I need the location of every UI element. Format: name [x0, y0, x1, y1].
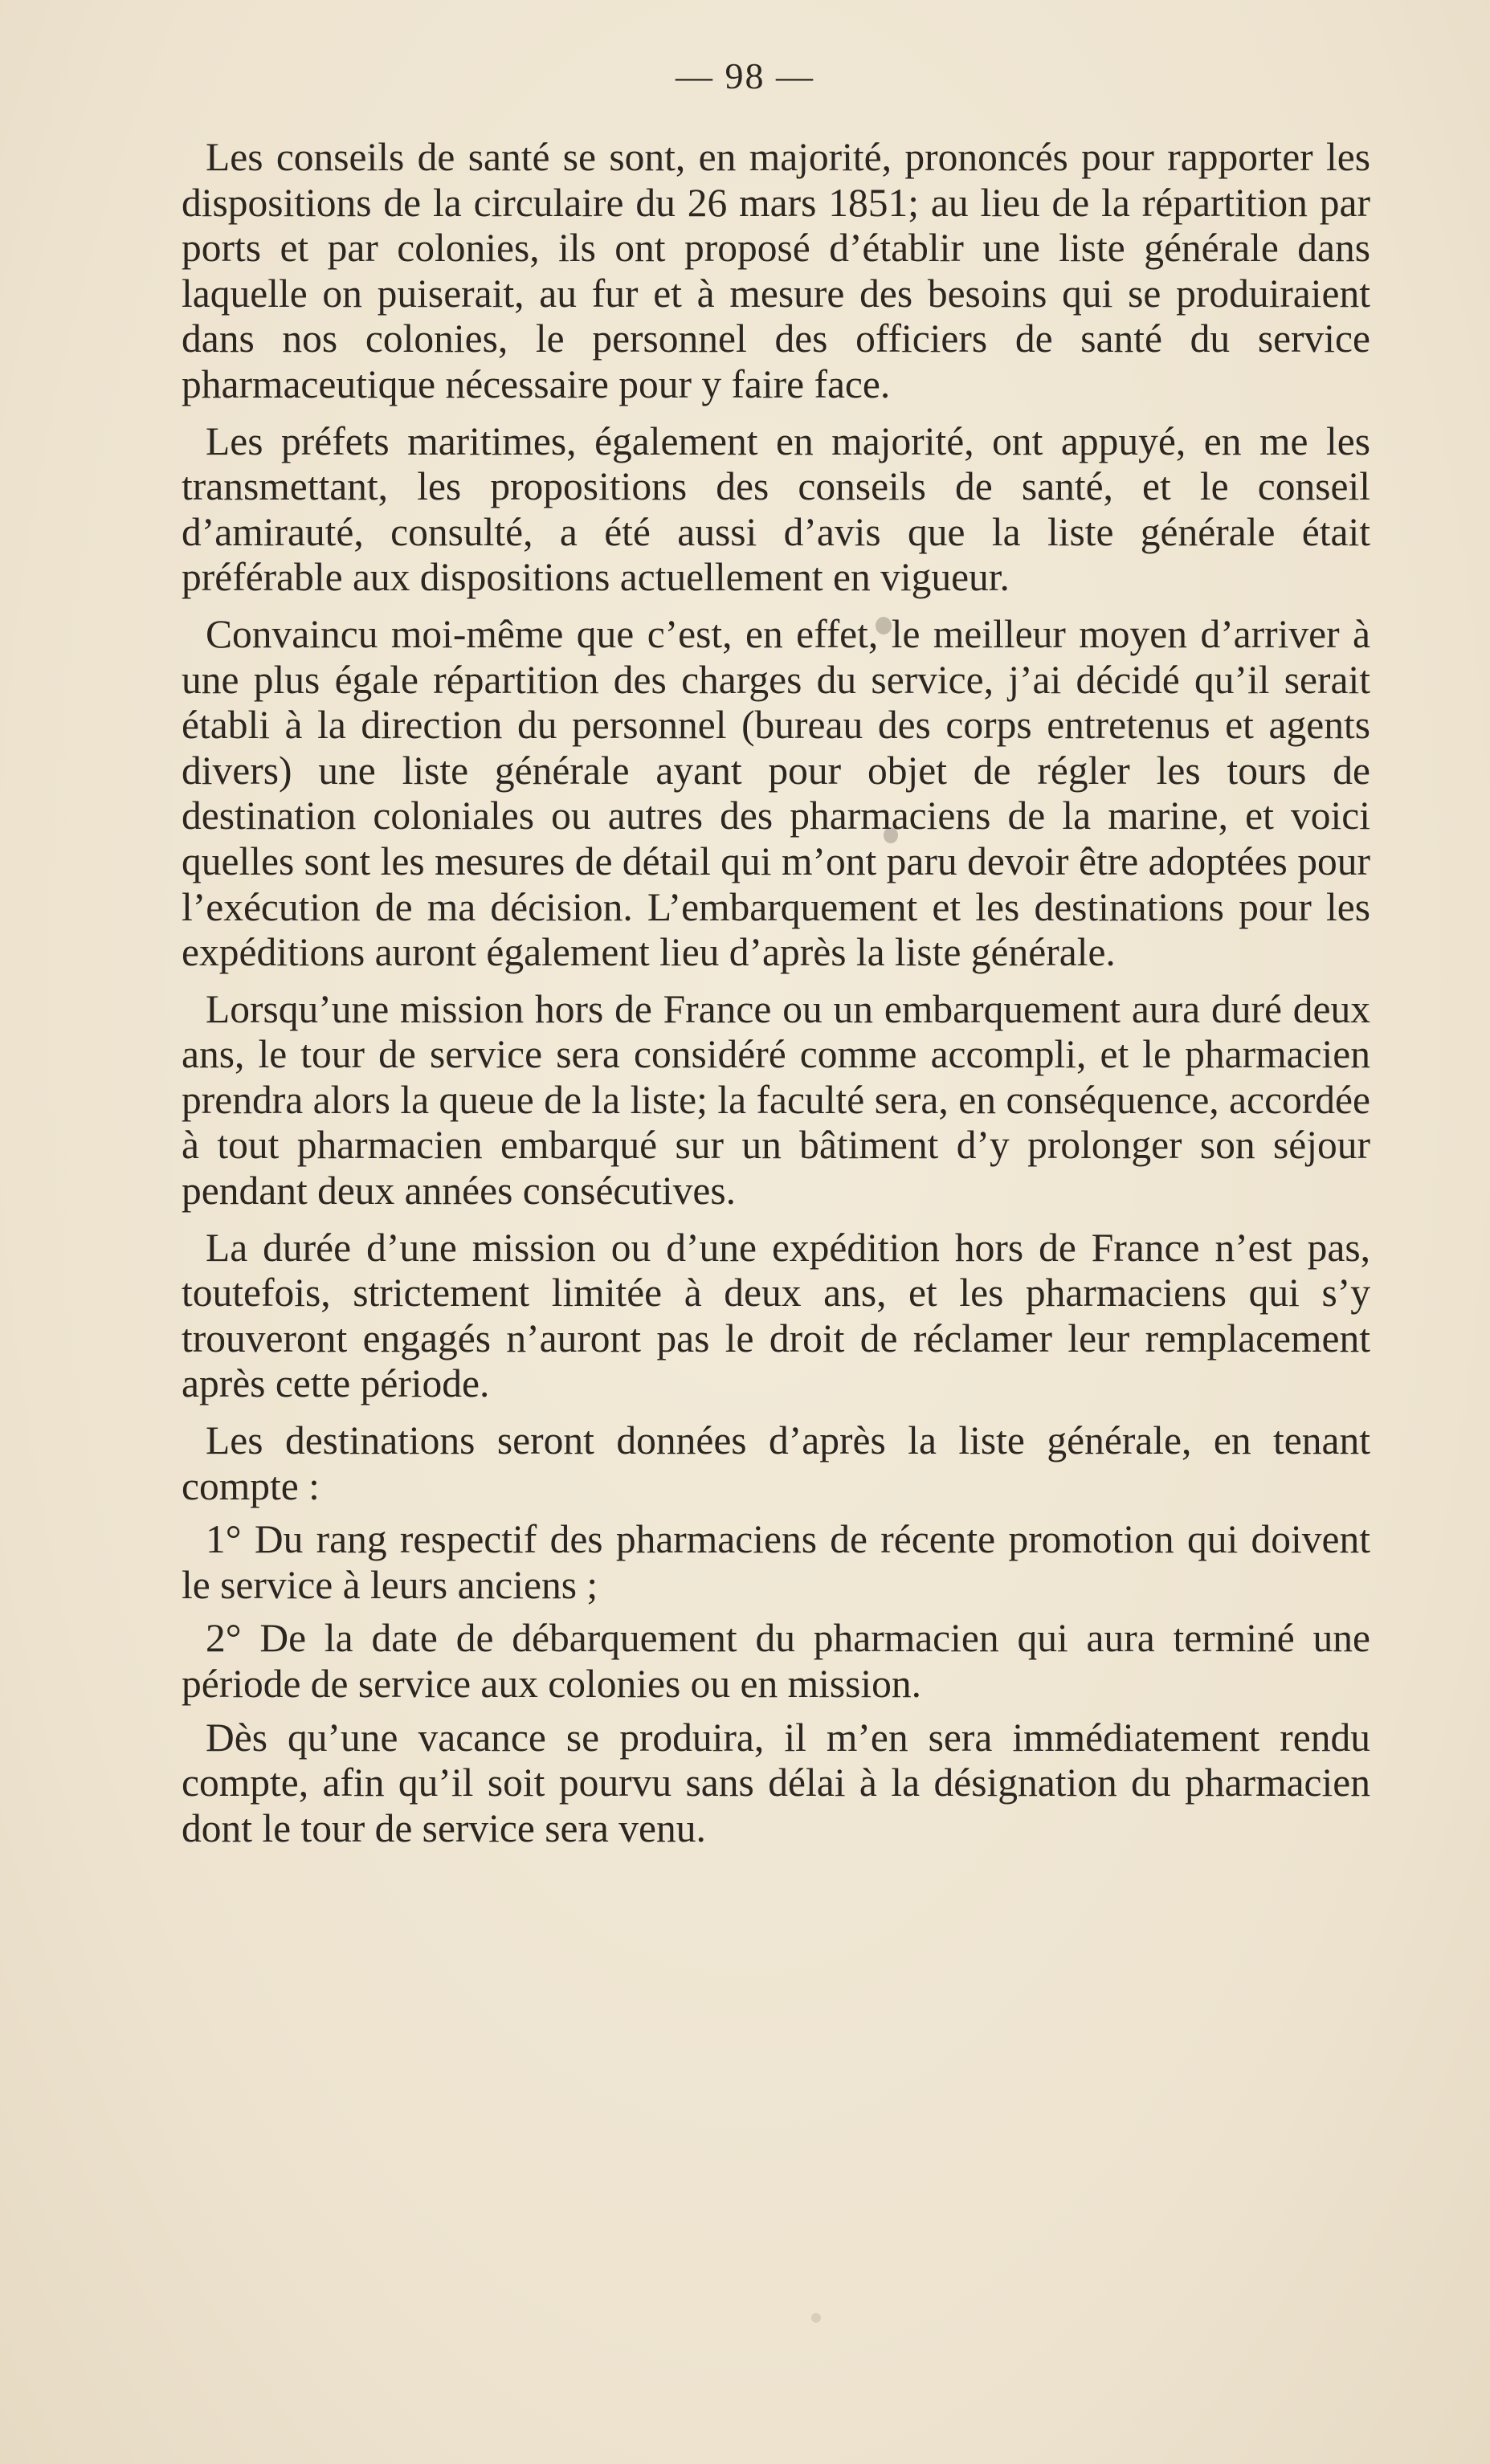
ink-smudge — [884, 827, 898, 843]
paragraph-2: Les préfets maritimes, également en majorité, ont appuyé, en me les transmettant, les propositions des conseils de santé, et le conseil d’amirauté, consulté, a été aussi d’avis que la liste générale était préférable aux dispositions actuellement en vigueur. — [182, 418, 1370, 600]
ink-smudge — [876, 617, 892, 634]
body-text — [182, 135, 1370, 1862]
paragraph-4: Lorsqu’une mission hors de France ou un embarquement aura duré deux ans, le tour de service sera considéré comme accompli, et le pharmacien prendra alors la queue de la liste; la faculté sera, en conséquence, accordée à tout pharmacien embarqué sur un bâtiment d’y prolonger son séjour pendant deux années consécutives. — [182, 986, 1370, 1214]
paragraph-6: Les destinations seront données d’après la liste générale, en tenant compte : — [182, 1418, 1370, 1508]
paragraph-8: 2° De la date de débarquement du pharmacien qui aura terminé une période de service aux colonies ou en mission. — [182, 1616, 1370, 1706]
paragraph-1: Les conseils de santé se sont, en majorité, prononcés pour rapporter les dispositions de la circulaire du 26 mars 1851; au lieu de la répartition par ports et par colonies, ils ont proposé d’établir une liste générale dans laquelle on puiserait, au fur et à mesure des besoins qui se produiraient dans nos colonies, le personnel des officiers de santé du service pharmaceutique nécessaire pour y faire face. — [182, 135, 1370, 406]
page-number: — 98 — — [676, 55, 814, 96]
paragraph-5: La durée d’une mission ou d’une expédition hors de France n’est pas, toutefois, strictement limitée à deux ans, et les pharmaciens qui s’y trouveront engagés n’auront pas le droit de réclamer leur remplacement après cette période. — [182, 1225, 1370, 1406]
paragraph-9: Dès qu’une vacance se produira, il m’en sera immédiatement rendu compte, afin qu’il soit pourvu sans délai à la désignation du pharmacien dont le tour de service sera venu. — [182, 1715, 1370, 1850]
paragraph-3: Convaincu moi-même que c’est, en effet, le meilleur moyen d’arriver à une plus égale répartition des charges du service, j’ai décidé qu’il serait établi à la direction du personnel (bureau des corps entretenus et agents divers) une liste générale ayant pour objet de régler les tours de destination coloniales ou autres des pharmaciens de la marine, et voici quelles sont les mesures de détail qui m’ont paru devoir être adoptées pour l’exécution de ma décision. L’embarquement et les destinations pour les expéditions auront également lieu d’après la liste générale. — [182, 611, 1370, 975]
paragraph-7: 1° Du rang respectif des pharmaciens de récente promotion qui doivent le service à leurs anciens ; — [182, 1517, 1370, 1607]
ink-smudge — [811, 2313, 821, 2323]
